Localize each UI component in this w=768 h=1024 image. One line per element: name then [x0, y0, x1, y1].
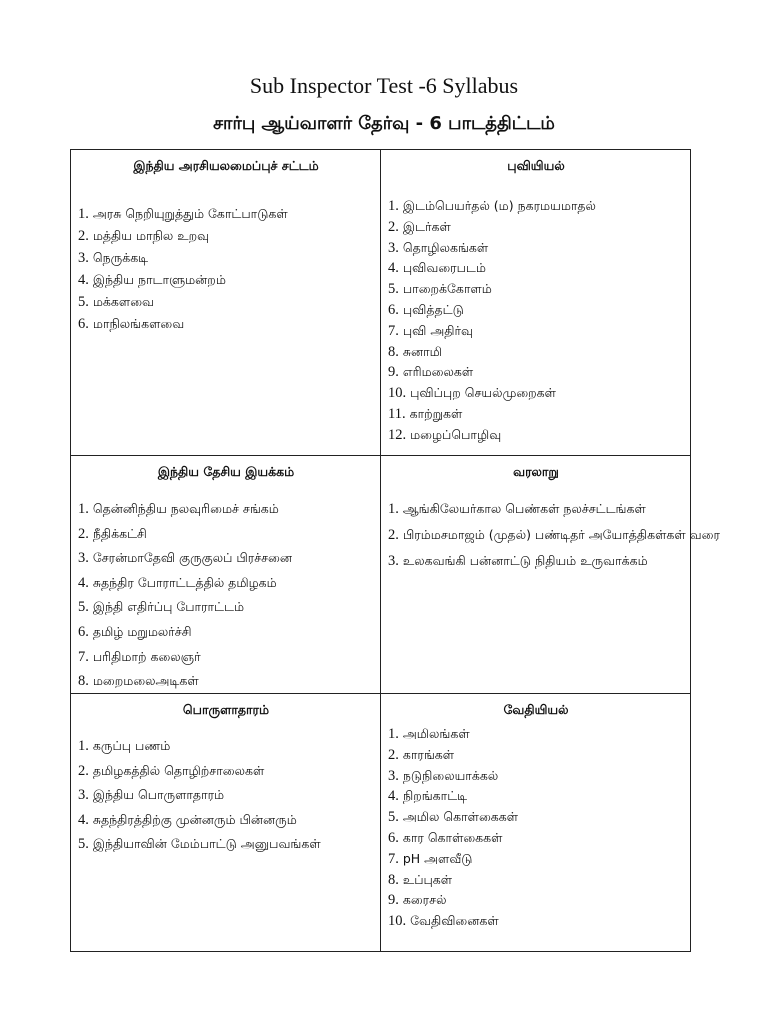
topic-number: 7.: [388, 322, 399, 339]
topic-text: புவிவரைபடம்: [402, 260, 486, 276]
syllabus-cell: [71, 694, 381, 952]
topic-item: [388, 766, 684, 787]
topic-item: [388, 870, 684, 891]
topic-number: 7.: [388, 850, 399, 867]
topic-number: 5.: [388, 281, 399, 298]
topic-text: சுதந்திர போராட்டத்தில் தமிழகம்: [92, 574, 277, 590]
topic-item: [388, 786, 684, 807]
topic-number: 5.: [78, 836, 89, 852]
topic-text: இடம்பெயர்தல் (ம) நகரமயமாதல்: [402, 198, 596, 213]
syllabus-row: [71, 456, 691, 694]
topic-list: [78, 203, 374, 335]
section-heading: புவியியல்: [507, 158, 565, 173]
topic-number: 3.: [388, 239, 399, 256]
topic-number: 3.: [78, 550, 89, 567]
topic-text: கார கொள்கைகள்: [402, 829, 503, 845]
topic-text: புவித்தட்டு: [402, 301, 464, 317]
topic-number: 10.: [388, 913, 407, 930]
topic-text: நீதிக்கட்சி: [92, 525, 147, 541]
section-heading: இந்திய தேசிய இயக்கம்: [157, 464, 295, 479]
topic-item: [78, 313, 374, 335]
topic-text: இந்தி எதிர்ப்பு போராட்டம்: [92, 599, 245, 615]
topic-item: [388, 524, 720, 546]
topic-list: [78, 734, 374, 857]
topic-item: [78, 291, 374, 313]
topic-item: [78, 832, 374, 857]
topic-number: 1.: [78, 206, 89, 222]
syllabus-cell: [381, 694, 691, 952]
topic-text: அமில கொள்கைகள்: [402, 809, 519, 825]
topic-text: தமிழ் மறுமலர்ச்சி: [92, 623, 192, 639]
topic-text: கருப்பு பணம்: [92, 738, 171, 753]
syllabus-cell: [381, 456, 720, 694]
topic-item: [388, 807, 684, 828]
topic-item: [78, 620, 374, 645]
topic-item: [78, 546, 374, 571]
topic-item: [78, 595, 374, 620]
topic-text: வேதிவினைகள்: [410, 913, 499, 929]
section-economics: [71, 694, 380, 951]
topic-text: தென்னிந்திய நலவுரிமைச் சங்கம்: [92, 501, 279, 516]
topic-number: 7.: [78, 648, 89, 665]
topic-number: 12.: [388, 426, 407, 443]
topic-item: [78, 669, 374, 694]
topic-number: 4.: [78, 574, 89, 591]
topic-item: [388, 217, 684, 238]
topic-text: உலகவங்கி பன்னாட்டு நிதியம் உருவாக்கம்: [402, 553, 648, 568]
topic-number: 1.: [78, 501, 89, 517]
section-heading: பொருளாதாரம்: [182, 702, 270, 717]
topic-number: 4.: [388, 788, 399, 805]
topic-number: 2.: [78, 762, 89, 779]
topic-item: [388, 724, 684, 745]
topic-text: மாநிலங்களவை: [92, 316, 185, 331]
topic-text: காரங்கள்: [402, 746, 455, 762]
topic-text: இந்திய பொருளாதாரம்: [92, 787, 225, 802]
topic-number: 1.: [388, 726, 399, 742]
topic-text: ஆங்கிலேயர்கால பெண்கள் நலச்சட்டங்கள்: [402, 501, 646, 516]
topic-number: 6.: [78, 316, 89, 332]
topic-text: கரைசல்: [402, 892, 447, 908]
syllabus-cell: [71, 150, 381, 456]
topic-text: காற்றுகள்: [409, 405, 463, 421]
section-constitution: [71, 150, 380, 455]
topic-item: [78, 645, 374, 670]
topic-text: இடர்கள்: [402, 218, 451, 234]
topic-text: பாறைக்கோளம்: [402, 281, 492, 297]
topic-item: [388, 911, 684, 932]
topic-number: 5.: [78, 599, 89, 616]
topic-number: 1.: [388, 501, 399, 517]
document-title-tamil: சார்பு ஆய்வாளர் தேர்வு - 6 பாடத்திட்டம்: [213, 113, 555, 134]
topic-text: மழைப்பொழிவு: [410, 426, 502, 442]
topic-item: [388, 196, 684, 217]
topic-number: 8.: [78, 673, 89, 690]
topic-number: 9.: [388, 364, 399, 381]
topic-number: 8.: [388, 871, 399, 888]
topic-item: [78, 734, 374, 759]
topic-item: [78, 783, 374, 808]
topic-number: 4.: [78, 272, 89, 288]
topic-number: 4.: [388, 260, 399, 277]
topic-item: [78, 225, 374, 247]
topic-text: புவிப்புற செயல்முறைகள்: [410, 385, 556, 401]
topic-number: 3.: [388, 553, 399, 569]
section-heading: வேதியியல்: [503, 702, 569, 717]
topic-text: pH அளவீடு: [402, 850, 473, 866]
topic-number: 2.: [78, 228, 89, 244]
topic-number: 3.: [78, 787, 89, 803]
topic-text: இந்திய நாடாளுமன்றம்: [92, 272, 226, 287]
section-heading: வரலாறு: [513, 464, 559, 479]
topic-text: புவி அதிர்வு: [402, 322, 473, 338]
topic-number: 6.: [78, 623, 89, 640]
topic-number: 1.: [78, 738, 89, 754]
topic-number: 2.: [388, 527, 399, 543]
topic-number: 2.: [388, 746, 399, 763]
topic-list: [388, 498, 720, 572]
topic-item: [388, 238, 684, 259]
topic-item: [78, 808, 374, 833]
topic-number: 5.: [388, 809, 399, 826]
topic-item: [388, 321, 684, 342]
topic-text: மறைமலைஅடிகள்: [92, 673, 199, 689]
topic-list: [388, 196, 684, 446]
topic-number: 6.: [388, 301, 399, 318]
topic-item: [78, 522, 374, 547]
topic-item: [78, 203, 374, 225]
topic-item: [388, 258, 684, 279]
topic-text: சுதந்திரத்திற்கு முன்னரும் பின்னரும்: [92, 811, 297, 827]
topic-item: [388, 404, 684, 425]
topic-number: 2.: [388, 218, 399, 235]
topic-number: 4.: [78, 811, 89, 828]
topic-number: 11.: [388, 405, 406, 422]
syllabus-cell: [381, 150, 691, 456]
topic-number: 9.: [388, 892, 399, 909]
topic-number: 3.: [388, 767, 399, 784]
topic-item: [388, 550, 684, 572]
syllabus-table: [70, 149, 720, 952]
topic-number: 10.: [388, 385, 407, 402]
topic-number: 6.: [388, 829, 399, 846]
topic-text: சுனாமி: [402, 343, 442, 359]
topic-item: [388, 498, 684, 520]
topic-text: நடுநிலையாக்கல்: [402, 767, 499, 783]
section-chemistry: [381, 694, 690, 951]
syllabus-row: [71, 150, 691, 456]
topic-list: [78, 497, 374, 694]
section-national-movement: [71, 456, 380, 693]
topic-number: 8.: [388, 343, 399, 360]
topic-list: [388, 724, 684, 932]
topic-item: [78, 269, 374, 291]
topic-item: [388, 279, 684, 300]
topic-item: [388, 383, 684, 404]
topic-item: [388, 849, 684, 870]
topic-number: 3.: [78, 250, 89, 266]
topic-text: உப்புகள்: [402, 871, 453, 887]
topic-number: 1.: [388, 198, 399, 214]
topic-item: [78, 247, 374, 269]
topic-text: அமிலங்கள்: [402, 726, 470, 741]
topic-text: இந்தியாவின் மேம்பாட்டு அனுபவங்கள்: [92, 836, 321, 851]
topic-item: [388, 828, 684, 849]
topic-text: மத்திய மாநில உறவு: [92, 228, 210, 243]
topic-text: அரசு நெறியுறுத்தும் கோட்பாடுகள்: [92, 206, 288, 221]
section-geography: [381, 150, 690, 455]
topic-text: எரிமலைகள்: [402, 364, 474, 380]
topic-item: [388, 300, 684, 321]
topic-text: பரிதிமாற் கலைஞர்: [92, 648, 201, 664]
topic-text: பிரம்மசமாஜம் (முதல்) பண்டிதர் அயோத்திகள்கள் வரை: [402, 527, 720, 542]
section-history: [381, 456, 720, 693]
topic-item: [78, 759, 374, 784]
topic-text: நிறங்காட்டி: [402, 788, 468, 804]
topic-text: தமிழகத்தில் தொழிற்சாலைகள்: [92, 762, 265, 778]
topic-text: மக்களவை: [92, 294, 154, 309]
topic-text: நெருக்கடி: [92, 250, 149, 265]
topic-item: [388, 362, 684, 383]
topic-item: [78, 497, 374, 522]
topic-item: [388, 425, 684, 446]
topic-item: [78, 571, 374, 596]
topic-text: தொழிலகங்கள்: [402, 239, 489, 255]
topic-item: [388, 342, 684, 363]
syllabus-row: [71, 694, 691, 952]
syllabus-cell: [71, 456, 381, 694]
section-heading: இந்திய அரசியலமைப்புச் சட்டம்: [133, 158, 319, 173]
topic-number: 5.: [78, 294, 89, 310]
topic-text: சேரன்மாதேவி குருகுலப் பிரச்சனை: [92, 550, 292, 566]
document-title-english: Sub Inspector Test -6 Syllabus: [249, 73, 519, 98]
topic-item: [388, 745, 684, 766]
topic-number: 2.: [78, 525, 89, 542]
topic-item: [388, 890, 684, 911]
